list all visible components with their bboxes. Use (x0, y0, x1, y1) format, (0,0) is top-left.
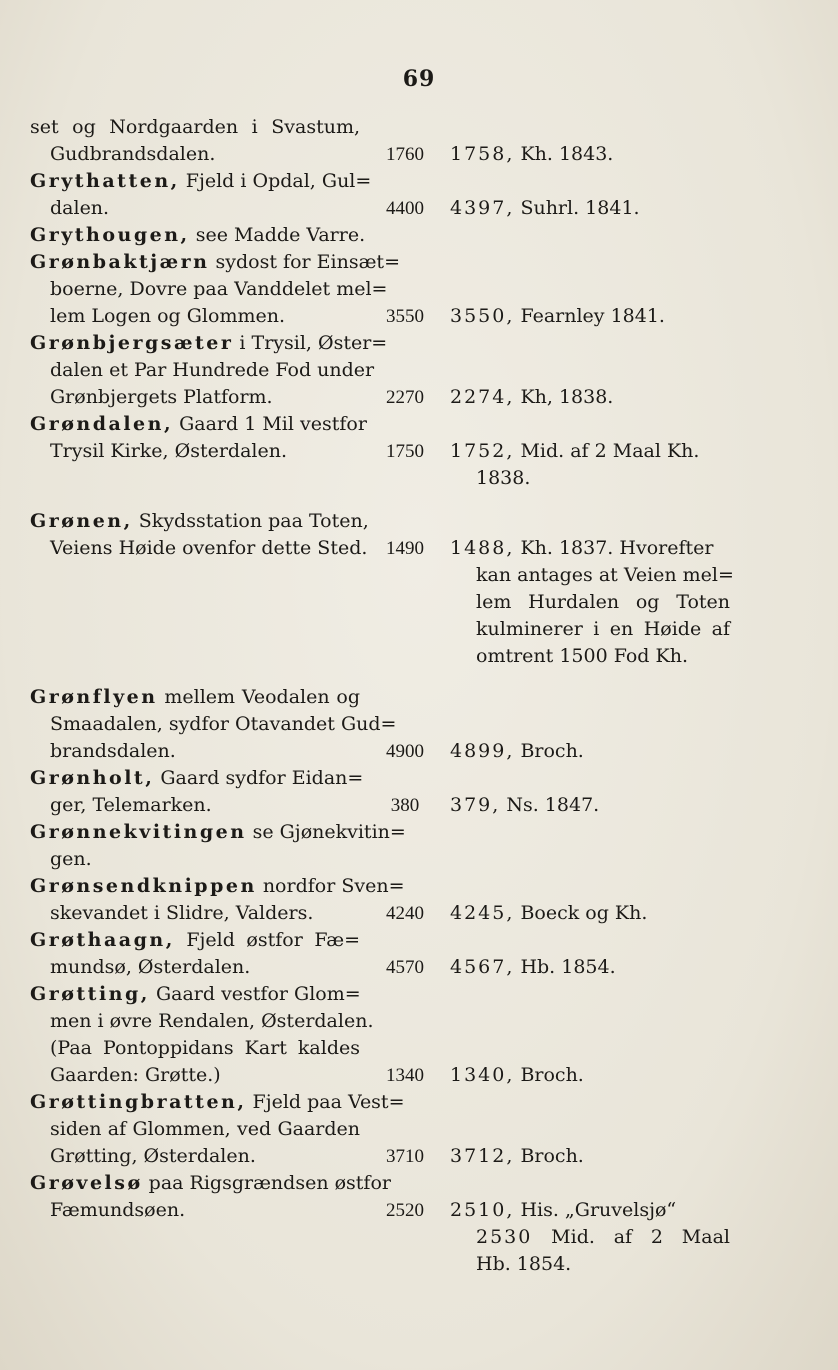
measure-source: Mid. af 2 Maal Kh. (514, 440, 700, 462)
measure-line (450, 954, 730, 981)
measure-source: Boeck og Kh. (514, 902, 648, 924)
measure-line (450, 303, 730, 330)
term-line (30, 141, 360, 168)
term-line (30, 168, 372, 195)
measurement-note (450, 900, 730, 927)
measure-line (450, 141, 730, 168)
entry-headword: Grønnekvitingen (30, 821, 247, 843)
measure-line (450, 1251, 730, 1278)
entry-term (30, 508, 369, 562)
measure-source: Suhrl. 1841. (514, 197, 640, 219)
entry-term (30, 222, 366, 249)
term-text: set og Nordgaarden i Svastum, (30, 116, 360, 138)
measurement-note (450, 792, 730, 819)
entry-term (30, 684, 397, 765)
measurement-note (450, 535, 734, 670)
measure-source: Hb. 1854. (476, 1253, 572, 1275)
term-line (30, 1143, 360, 1170)
entry-headword: Grøndalen, (30, 413, 174, 435)
measured-height: 4397, (450, 197, 515, 219)
measure-line (450, 738, 730, 765)
measure-line (450, 616, 730, 643)
term-line (30, 873, 405, 900)
height-value: 3710 (386, 1146, 424, 1167)
measured-height: 3712, (450, 1145, 515, 1167)
term-line (30, 954, 360, 981)
term-line (30, 357, 375, 384)
entry-term (30, 765, 364, 819)
term-text: Smaadalen, sydfor Otavandet Gud= (50, 713, 397, 735)
measurement-note (450, 1197, 730, 1278)
measure-line (450, 535, 730, 562)
entry-headword: Grøvelsø (30, 1172, 143, 1194)
measure-line (450, 792, 730, 819)
term-text: i Trysil, Øster= (233, 332, 388, 354)
measure-source: Broch. (514, 1064, 584, 1086)
term-text: (Paa Pontoppidans Kart kaldes (50, 1037, 360, 1059)
measured-height: 4245, (450, 902, 515, 924)
term-text: Gudbrandsdalen. (50, 143, 216, 165)
term-text: Gaard 1 Mil vestfor (173, 413, 367, 435)
entry-term (30, 249, 400, 330)
term-text: mundsø, Østerdalen. (50, 956, 251, 978)
measured-height: 2274, (450, 386, 515, 408)
measure-source: Ns. 1847. (500, 794, 600, 816)
term-line (30, 249, 400, 276)
measured-height: 3550, (450, 305, 515, 327)
height-value: 2270 (386, 387, 424, 408)
term-text: Fjeld i Opdal, Gul= (179, 170, 372, 192)
measure-source: Mid. af 2 Maal (532, 1226, 730, 1248)
measure-source: Fearnley 1841. (514, 305, 665, 327)
term-text: Gaard vestfor Glom= (149, 983, 361, 1005)
term-text: ger, Telemarken. (50, 794, 212, 816)
term-text: Fjeld paa Vest= (246, 1091, 405, 1113)
term-line (30, 738, 360, 765)
measurement-note (450, 954, 730, 981)
measure-line (450, 643, 730, 670)
height-value: 4570 (386, 957, 424, 978)
entry-term (30, 819, 406, 873)
term-line (30, 411, 367, 438)
term-text: gen. (50, 848, 92, 870)
measure-source: kan antages at Veien mel= (476, 564, 734, 586)
measure-line (450, 1197, 730, 1224)
height-value: 1760 (386, 144, 424, 165)
measured-height: 4567, (450, 956, 515, 978)
measured-height: 4899, (450, 740, 515, 762)
term-text: nordfor Sven= (256, 875, 405, 897)
page-number: 69 (402, 66, 436, 92)
measured-height: 379, (450, 794, 501, 816)
term-line (30, 384, 360, 411)
term-text: Veiens Høide ovenfor dette Sted. (50, 537, 368, 559)
measure-line (450, 900, 730, 927)
measured-height: 1752, (450, 440, 515, 462)
measure-source: Kh. 1843. (514, 143, 614, 165)
term-text: Fjeld østfor Fæ= (174, 929, 360, 951)
measure-source: Kh, 1838. (514, 386, 614, 408)
entry-headword: Grønbjergsæter (30, 332, 234, 354)
term-text: boerne, Dovre paa Vanddelet mel= (50, 278, 388, 300)
entry-headword: Grønsendknippen (30, 875, 257, 897)
entry-term (30, 114, 360, 168)
term-text: skevandet i Slidre, Valders. (50, 902, 314, 924)
measurement-note (450, 141, 730, 168)
term-line (30, 303, 360, 330)
measurement-note (450, 1062, 730, 1089)
measure-source: His. „Gruvelsjø“ (514, 1199, 677, 1221)
term-line (30, 1197, 360, 1224)
term-text: Grøtting, Østerdalen. (50, 1145, 256, 1167)
entry-headword: Grythougen, (30, 224, 190, 246)
term-line (30, 222, 366, 249)
term-line (30, 195, 360, 222)
measure-source: omtrent 1500 Fod Kh. (476, 645, 688, 667)
height-value: 1750 (386, 441, 424, 462)
measure-source: kulminerer i en Høide af (476, 618, 730, 640)
measure-source: Kh. 1837. Hvorefter (514, 537, 714, 559)
term-text: Gaarden: Grøtte.) (50, 1064, 221, 1086)
measure-source: Broch. (514, 740, 584, 762)
entry-term (30, 168, 372, 222)
measured-height: 2530 (476, 1226, 533, 1248)
entry-headword: Grønflyen (30, 686, 158, 708)
term-text: Fæmundsøen. (50, 1199, 186, 1221)
measure-line (450, 195, 730, 222)
measurement-note (450, 303, 730, 330)
term-line (30, 508, 369, 535)
measure-source: 1838. (476, 467, 531, 489)
term-text: Gaard sydfor Eidan= (154, 767, 364, 789)
term-line (30, 1035, 360, 1062)
term-line (30, 1116, 360, 1143)
term-line (30, 927, 360, 954)
measure-line (450, 562, 734, 589)
term-line (30, 819, 406, 846)
measure-line (450, 1062, 730, 1089)
measure-source: Hb. 1854. (514, 956, 616, 978)
term-text: se Gjønekvitin= (246, 821, 406, 843)
term-text: Grønbjergets Platform. (50, 386, 273, 408)
measured-height: 1488, (450, 537, 515, 559)
entry-headword: Grythatten, (30, 170, 180, 192)
term-text: mellem Veodalen og (157, 686, 360, 708)
measure-line (450, 1143, 730, 1170)
entry-headword: Grønen, (30, 510, 133, 532)
entry-headword: Grøthaagn, (30, 929, 175, 951)
term-text: sydost for Einsæt= (209, 251, 400, 273)
measure-line (450, 438, 730, 465)
term-line (30, 1062, 360, 1089)
term-text: siden af Glommen, ved Gaarden (50, 1118, 360, 1140)
measure-source: Broch. (514, 1145, 584, 1167)
entry-term (30, 981, 374, 1089)
measurement-note (450, 438, 730, 492)
height-value: 1340 (386, 1065, 424, 1086)
measured-height: 1758, (450, 143, 515, 165)
entry-term (30, 1170, 391, 1224)
entry-headword: Grøtting, (30, 983, 150, 1005)
measurement-note (450, 738, 730, 765)
entry-term (30, 411, 367, 465)
height-value: 3550 (386, 306, 424, 327)
entry-headword: Grøttingbratten, (30, 1091, 247, 1113)
term-line (30, 846, 360, 873)
term-line (30, 684, 360, 711)
measurement-note (450, 1143, 730, 1170)
term-text: dalen. (50, 197, 110, 219)
term-line (30, 330, 388, 357)
measure-line (450, 384, 730, 411)
term-line (30, 1170, 391, 1197)
measured-height: 1340, (450, 1064, 515, 1086)
entry-headword: Grønbaktjærn (30, 251, 210, 273)
height-value: 4900 (386, 741, 424, 762)
height-value: 4240 (386, 903, 424, 924)
term-line (30, 711, 397, 738)
entry-headword: Grønholt, (30, 767, 155, 789)
term-line (30, 438, 360, 465)
entry-term (30, 927, 360, 981)
term-line (30, 765, 364, 792)
term-line (30, 900, 360, 927)
term-text: lem Logen og Glommen. (50, 305, 286, 327)
term-text: brandsdalen. (50, 740, 176, 762)
term-line (30, 535, 368, 562)
height-value: 1490 (386, 538, 424, 559)
entry-term (30, 330, 388, 411)
term-text: paa Rigsgrændsen østfor (142, 1172, 391, 1194)
term-text: see Madde Varre. (189, 224, 366, 246)
term-line (30, 792, 360, 819)
measure-line (450, 465, 730, 492)
term-line (30, 114, 360, 141)
term-text: dalen et Par Hundrede Fod under (50, 359, 375, 381)
term-line (30, 1089, 405, 1116)
measure-line (450, 1224, 730, 1251)
term-line (30, 1008, 374, 1035)
height-value: 4400 (386, 198, 424, 219)
term-text: Trysil Kirke, Østerdalen. (50, 440, 287, 462)
measure-source: lem Hurdalen og Toten (476, 591, 730, 613)
height-value: 380 (390, 795, 420, 816)
term-text: men i øvre Rendalen, Østerdalen. (50, 1010, 374, 1032)
measurement-note (450, 195, 730, 222)
measured-height: 2510, (450, 1199, 515, 1221)
term-line (30, 981, 360, 1008)
height-value: 2520 (386, 1200, 424, 1221)
term-line (30, 276, 388, 303)
term-text: Skydsstation paa Toten, (132, 510, 369, 532)
measure-line (450, 589, 730, 616)
measurement-note (450, 384, 730, 411)
